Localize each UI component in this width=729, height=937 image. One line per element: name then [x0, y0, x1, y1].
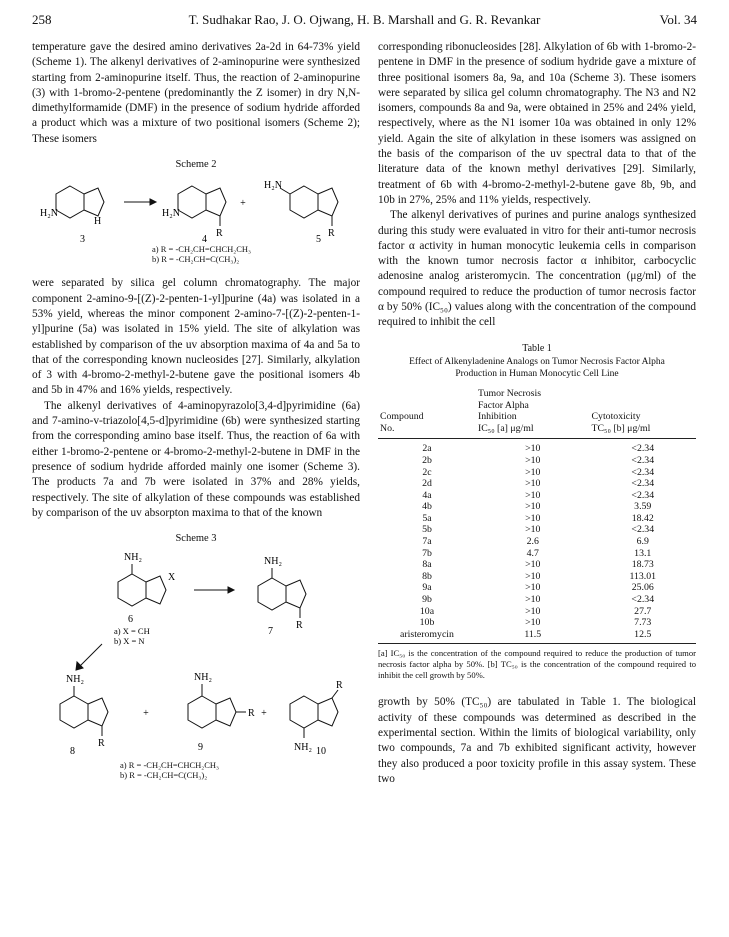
- table-row: [378, 490, 696, 502]
- cell-ic50: >10: [525, 582, 541, 594]
- cell-compound: 5a: [422, 512, 432, 524]
- cell-tc50: <2.34: [631, 489, 655, 501]
- left-column: [32, 40, 360, 780]
- table-row: [378, 439, 696, 455]
- svg-text:R: R: [336, 680, 343, 692]
- scheme-2-label-5: 5: [316, 234, 321, 245]
- cell-ic50: >10: [525, 559, 541, 571]
- svg-text:H₂N: H₂N: [264, 180, 282, 192]
- running-authors: T. Sudhakar Rao, J. O. Ojwang, H. B. Marshall and G. R. Revankar: [188, 12, 541, 27]
- scheme-3-title: Scheme 3: [175, 533, 217, 545]
- cell-tc50: 18.73: [631, 559, 654, 571]
- scheme-3-label-7: 7: [268, 626, 273, 638]
- svg-text:H₂N: H₂N: [162, 208, 180, 220]
- cell-tc50: 12.5: [590, 629, 696, 644]
- table-1: [378, 341, 696, 682]
- svg-text:NH₂: NH₂: [124, 552, 142, 564]
- volume-label: Vol. 34: [659, 12, 697, 27]
- cell-tc50: 18.42: [631, 512, 654, 524]
- right-paragraph-3: growth by 50% (TC₅₀) are tabulated in Table 1. The biological activity of these compounds was determined as described in the experimental section. Within the limits of biological variability, only two compounds, 7a and 7b exhibited significant activity, however they also produced a poor toxicity profile in this assay system. These two: [378, 696, 696, 785]
- scheme-2-legend-b: b) R = -CH₂CH=C(CH₃)₂: [152, 254, 240, 265]
- svg-text:+: +: [240, 198, 246, 210]
- scheme-2-label-4: 4: [202, 234, 207, 245]
- cell-tc50: 6.9: [636, 536, 649, 548]
- scheme-2-legend-a: a) R = -CH₂CH=CHCH₂CH₃: [152, 244, 251, 255]
- cell-compound: 9b: [422, 594, 432, 606]
- cell-ic50: >10: [525, 605, 541, 617]
- svg-text:NH₂: NH₂: [66, 674, 84, 686]
- scheme-3-label-9: 9: [198, 742, 203, 754]
- svg-text:NH₂: NH₂: [294, 742, 312, 754]
- right-paragraph-2: The alkenyl derivatives of purines and purine analogs synthesized during this study were evaluated in vitro for their anti-tumor necrosis factor α activity in human monocytic leukemia cells in comparison with the known tumor necrosis factor α inhibitor, carbocyclic adenosine analog aristeromycin. The concentration (μg/ml) of the compound required to reduce the production of tumor necrosis factor α by 50% (IC₅₀) values along with the concentration of the compound required to inhibit the cell: [378, 209, 696, 329]
- svg-text:NH₂: NH₂: [264, 556, 282, 568]
- table-row: [378, 594, 696, 606]
- svg-text:+: +: [261, 708, 267, 720]
- scheme-3-x-b: b) X = N: [114, 636, 145, 647]
- scheme-3-label-8: 8: [70, 746, 75, 758]
- scheme-3-legend: [120, 760, 360, 780]
- cell-ic50: 4.7: [526, 547, 539, 559]
- cell-tc50: 3.59: [634, 501, 652, 513]
- table-row: [378, 559, 696, 571]
- cell-compound: 5b: [422, 524, 432, 536]
- table-row: [378, 548, 696, 560]
- right-paragraph-1: corresponding ribonucleosides [28]. Alkylation of 6b with 1-bromo-2-pentene in DMF in the presence of sodium hydride gave a mixture of three positional isomers 8a, 9a, and 10a (Scheme 3). These isomers were separated by silica gel column chromatography. The N3 and N2 isomers, compounds 8a and 9a, were obtained in 25% and 24% yield, respectively, where as the N1 isomer 10a was obtained in only 12% yield. Again the site of alkylation in these isomers was assigned on the basis of the comparison of the uv spectral data to that of the literature data of the known methyl derivatives [29]. Similarly, treatment of 6b with 4-bromo-2-methyl-2-butene gave 8b, 9b, and 10b in 27%, 25% and 11% yields, respectively.: [378, 41, 696, 206]
- left-paragraph-3: The alkenyl derivatives of 4-aminopyrazolo[3,4-d]pyrimidine (6a) and 7-amino-v-triazolo[4,5-d]pyrimidine (6b) were synthesized starting from the corresponding amino base itself. Thus, the reaction of 6a with either 1-bromo-2-pentene or 4-bromo-2-methyl-2-butene in DMF in the presence of sodium hydride afforded mainly one isomer (Scheme 3). The products 7a and 7b were isolated in 37% and 28% yields, respectively. The site of alkylation of these compounds was established by comparison of the uv absorpton maxima to that of the known: [32, 399, 360, 519]
- cell-compound: 8a: [422, 559, 432, 571]
- running-header: [32, 6, 697, 28]
- scheme-2: [32, 157, 360, 264]
- cell-ic50: >10: [525, 501, 541, 513]
- page-number: 258: [32, 12, 52, 27]
- cell-compound: 7b: [422, 547, 432, 559]
- svg-text:R: R: [296, 620, 303, 632]
- cell-tc50: <2.34: [631, 594, 655, 606]
- table-row: [378, 513, 696, 525]
- left-paragraph-1: temperature gave the desired amino derivatives 2a-2d in 64-73% yield (Scheme 1). The alkenyl derivatives of 2-aminopurine were synthesized starting from 2-aminopurine itself. Thus, the reaction of 2-aminopurine (3) with 1-bromo-2-pentene (predominantly the Z isomer) in dry N,N-dimethylformamide (DMF) in the presence of sodium hydride afforded a product which was a mixture of two positional isomers (Scheme 2); These isomers: [32, 41, 360, 145]
- cell-tc50: 113.01: [629, 570, 657, 582]
- cell-ic50: >10: [525, 594, 541, 606]
- table-row: [378, 617, 696, 629]
- svg-text:NH₂: NH₂: [194, 672, 212, 684]
- cell-compound: 10a: [419, 605, 435, 617]
- svg-text:R: R: [216, 228, 223, 240]
- scheme-2-structures: [32, 176, 360, 244]
- scheme-2-legend: [152, 244, 360, 264]
- svg-text:H: H: [94, 216, 102, 228]
- table-row: [378, 501, 696, 513]
- table-footnote: [a] IC₅₀ is the concentration of the compound required to reduce the production of tumor necrosis factor alpha by 50%. [b] TC₅₀ is the concentration of the compound required to inhibit the cell growth by 50%.: [378, 648, 696, 681]
- table-row: [378, 571, 696, 583]
- cell-compound: 2a: [422, 443, 432, 455]
- scheme-3-legend-b: b) R = -CH₂CH=C(CH₃)₂: [120, 770, 208, 781]
- cell-ic50: >10: [525, 512, 541, 524]
- scheme-3-label-6: 6: [128, 614, 133, 626]
- cell-ic50: >10: [525, 443, 541, 455]
- svg-text:+: +: [143, 708, 149, 720]
- cell-ic50: >10: [525, 617, 541, 629]
- cell-compound: 7a: [422, 536, 432, 548]
- svg-text:H₂N: H₂N: [40, 208, 58, 220]
- table-row: [378, 582, 696, 594]
- cell-tc50: 27.7: [634, 605, 652, 617]
- cell-tc50: 13.1: [634, 547, 652, 559]
- cell-tc50: 25.06: [631, 582, 654, 594]
- cell-ic50: 11.5: [476, 629, 590, 644]
- cell-compound: 4b: [422, 501, 432, 513]
- cell-compound: aristeromycin: [378, 629, 476, 644]
- table-row: [378, 455, 696, 467]
- cell-ic50: >10: [525, 524, 541, 536]
- table-caption: Table 1: [522, 342, 552, 354]
- cell-ic50: >10: [525, 489, 541, 501]
- scheme-3-x-a: a) X = CH: [114, 626, 150, 637]
- scheme-2-title: Scheme 2: [175, 159, 217, 171]
- scheme-3-structures: [32, 550, 360, 762]
- cell-compound: 9a: [422, 582, 432, 594]
- cell-tc50: 7.73: [634, 617, 652, 629]
- cell-tc50: <2.34: [631, 466, 655, 478]
- table-row: [378, 536, 696, 548]
- svg-text:R: R: [98, 738, 105, 750]
- table-row: [378, 606, 696, 618]
- cell-ic50: >10: [525, 478, 541, 490]
- cell-tc50: <2.34: [631, 454, 655, 466]
- cell-tc50: <2.34: [631, 478, 655, 490]
- table-body: [378, 388, 696, 644]
- col-header-inhibition: Tumor Necrosis Factor Alpha Inhibition IC₅₀ [a] μg/ml: [476, 388, 590, 439]
- scheme-2-label-3: 3: [80, 234, 85, 245]
- scheme-3-legend-a: a) R = -CH₂CH=CHCH₂CH₃: [120, 760, 219, 771]
- scheme-3: [32, 531, 360, 780]
- cell-tc50: <2.34: [631, 443, 655, 455]
- cell-compound: 2c: [422, 466, 432, 478]
- table-row: [378, 478, 696, 490]
- cell-compound: 10b: [419, 617, 435, 629]
- table-row: [378, 629, 696, 644]
- table-row: [378, 524, 696, 536]
- scheme-3-label-10: 10: [316, 746, 326, 758]
- table-subtitle-1: Effect of Alkenyladenine Analogs on Tumor Necrosis Factor Alpha: [409, 356, 665, 367]
- cell-ic50: >10: [525, 454, 541, 466]
- table-row: [378, 467, 696, 479]
- cell-ic50: >10: [525, 570, 541, 582]
- cell-tc50: <2.34: [631, 524, 655, 536]
- svg-text:X: X: [168, 572, 176, 584]
- cell-ic50: 2.6: [526, 536, 539, 548]
- left-paragraph-2: were separated by silica gel column chromatography. The major component 2-amino-9-[(Z)-2-penten-1-yl]purine (4a) was isolated in a 53% yield, whereas the minor component 2-amino-7-[(Z)-2-penten-1-yl]purine (5a) was isolated in 15% yield. The site of alkylation was established by comparison of the uv absorption maxima of 4a and 5a to that of the corresponding known nucleosides [27]. Similarly, alkylation of 3 with 4-bromo-2-methyl-2-butene gave the positional isomers 4b and 5b in 47% and 16% yields, respectively.: [32, 277, 360, 397]
- table-subtitle-2: Production in Human Monocytic Cell Line: [455, 368, 619, 379]
- svg-text:R: R: [328, 228, 335, 240]
- svg-text:R: R: [248, 708, 255, 720]
- right-column: [378, 40, 696, 787]
- col-header-cytotoxicity: Cytotoxicity TC₅₀ [b] μg/ml: [590, 388, 696, 439]
- col-header-compound: Compound No.: [378, 388, 476, 439]
- cell-compound: 8b: [422, 570, 432, 582]
- cell-compound: 2b: [422, 454, 432, 466]
- cell-compound: 2d: [422, 478, 432, 490]
- cell-ic50: >10: [525, 466, 541, 478]
- cell-compound: 4a: [422, 489, 432, 501]
